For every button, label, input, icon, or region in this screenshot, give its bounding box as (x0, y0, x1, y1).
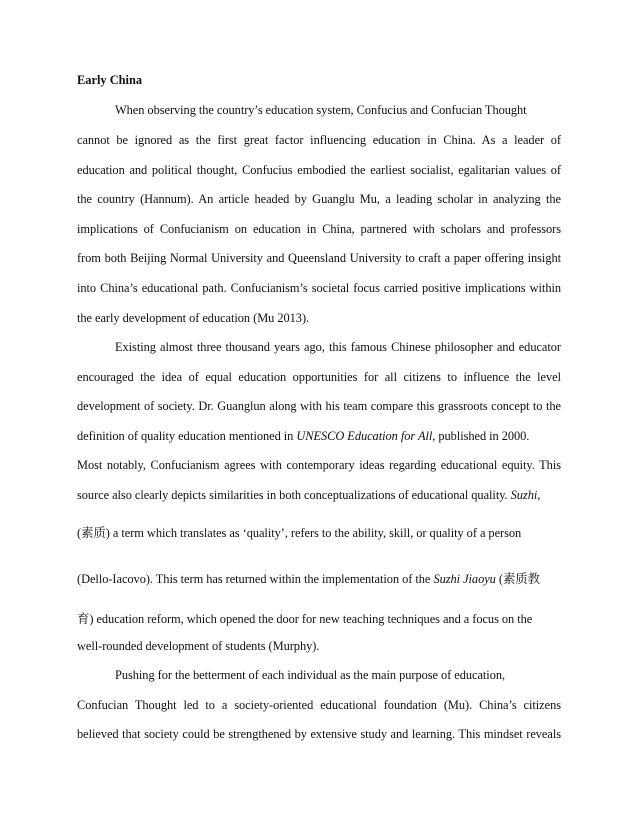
line-text: definition of quality education mentioned in (77, 429, 297, 443)
paragraph-line: education and political thought, Confucius embodied the earliest socialist, egalitarian values of (77, 163, 561, 177)
paragraph-line (77, 569, 540, 587)
paragraph-line: believed that society could be strengthened by extensive study and learning. This mindset reveals (77, 727, 561, 741)
paragraph-line: 育) education reform, which opened the door for new teaching techniques and a focus on the (77, 612, 533, 626)
section-heading: Early China (77, 73, 143, 87)
line-text: source also clearly depicts similarities in both conceptualizations of educational quality. (77, 488, 511, 502)
paragraph-line: from both Beijing Normal University and Queensland University to craft a paper offering insight (77, 251, 561, 265)
line-text: (Dello-Iacovo). This term has returned within the implementation of the (77, 572, 434, 586)
paragraph-line: Most notably, Confucianism agrees with contemporary ideas regarding educational equity. This (77, 458, 561, 472)
paragraph-line: cannot be ignored as the first great factor influencing education in China. As a leader of (77, 133, 561, 147)
italic-term: Suzhi Jiaoyu (433, 572, 496, 586)
line-text: , (537, 488, 541, 502)
paragraph-line: the country (Hannum). An article headed by Guanglu Mu, a leading scholar in analyzing the (77, 192, 561, 206)
paragraph-line: encouraged the idea of equal education opportunities for all citizens to influence the level (77, 370, 561, 384)
paragraph-line (77, 488, 540, 503)
line-text: , published in 2000. (432, 429, 530, 443)
paragraph-line: Pushing for the betterment of each individual as the main purpose of education, (115, 668, 506, 682)
paragraph-line: When observing the country’s education system, Confucius and Confucian Thought (115, 103, 527, 117)
paragraph-line: Existing almost three thousand years ago, this famous Chinese philosopher and educator (115, 340, 561, 354)
italic-term: Suzhi (510, 488, 538, 502)
paragraph-line: well-rounded development of students (Murphy). (77, 639, 320, 653)
italic-title: UNESCO Education for All (296, 429, 433, 443)
paragraph-line: development of society. Dr. Guanglun along with his team compare this grassroots concept to the (77, 399, 561, 413)
paragraph-line (77, 429, 529, 444)
paragraph-line: the early development of education (Mu 2013). (77, 311, 310, 325)
paragraph-line: implications of Confucianism on education in China, partnered with scholars and professors (77, 222, 561, 236)
paragraph-line: into China’s educational path. Confucianism’s societal focus carried positive implications within (77, 281, 561, 295)
line-text: (素质教 (495, 572, 540, 586)
paragraph-line: (素质) a term which translates as ‘quality’, refers to the ability, skill, or quality of a person (77, 526, 522, 540)
paragraph-line: Confucian Thought led to a society-oriented educational foundation (Mu). China’s citizens (77, 698, 561, 712)
